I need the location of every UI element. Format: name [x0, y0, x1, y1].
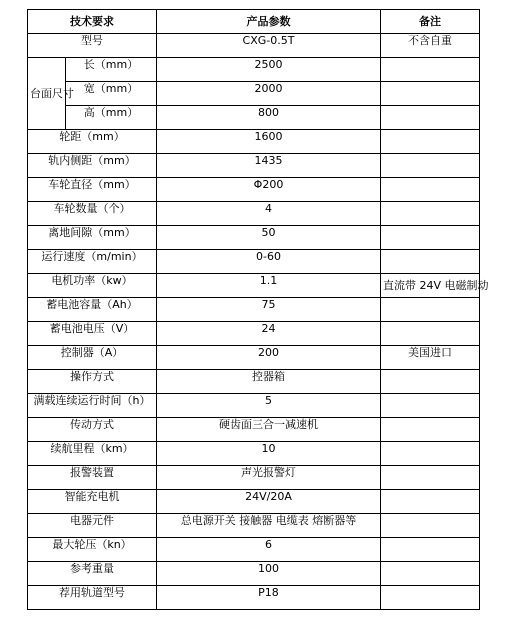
row-value: 2000 [157, 82, 381, 106]
row-value: Φ200 [157, 178, 381, 202]
table-row [28, 82, 480, 106]
row-label: 荐用轨道型号 [28, 586, 157, 610]
table-row [28, 106, 480, 130]
row-value: 75 [157, 298, 381, 322]
row-value: 10 [157, 442, 381, 466]
row-label: 满载连续运行时间（h） [28, 394, 157, 418]
row-value: 2500 [157, 58, 381, 82]
row-value: P18 [157, 586, 381, 610]
row-note [381, 178, 480, 202]
row-value: 24 [157, 322, 381, 346]
row-note [381, 226, 480, 250]
table-row [28, 418, 480, 442]
row-value: 1600 [157, 130, 381, 154]
row-label: 轨内侧距（mm） [28, 154, 157, 178]
row-note [381, 322, 480, 346]
row-label: 型号 [28, 34, 157, 58]
row-note [381, 442, 480, 466]
row-note [381, 394, 480, 418]
row-note [381, 562, 480, 586]
row-label: 蓄电池容量（Ah） [28, 298, 157, 322]
row-note [381, 514, 480, 538]
table-row [28, 130, 480, 154]
row-note [381, 466, 480, 490]
row-note: 不含自重 [381, 34, 480, 58]
table-row [28, 514, 480, 538]
row-note: 直流带 24V 电磁制动 [381, 274, 480, 298]
table-row [28, 538, 480, 562]
row-value: 总电源开关 接触器 电缆表 熔断器等 [157, 514, 381, 538]
row-label: 轮距（mm） [28, 130, 157, 154]
row-label: 蓄电池电压（V） [28, 322, 157, 346]
table-row [28, 562, 480, 586]
row-value: 24V/20A [157, 490, 381, 514]
table-row [28, 298, 480, 322]
table-row [28, 442, 480, 466]
row-label: 传动方式 [28, 418, 157, 442]
row-value: 50 [157, 226, 381, 250]
group-label-table-size [28, 58, 74, 130]
row-note [381, 130, 480, 154]
table-row [28, 250, 480, 274]
row-value: 6 [157, 538, 381, 562]
row-value: 800 [157, 106, 381, 130]
row-label: 长（mm） [66, 58, 157, 82]
row-label: 电机功率（kw） [28, 274, 157, 298]
table-row [28, 490, 480, 514]
row-note [381, 538, 480, 562]
spec-table [27, 9, 489, 610]
row-value: 200 [157, 346, 381, 370]
table-row [28, 322, 480, 346]
row-note [381, 202, 480, 226]
group-label-text: 台面尺寸 [30, 87, 74, 100]
row-note [381, 490, 480, 514]
row-value: 0-60 [157, 250, 381, 274]
row-note: 美国进口 [381, 346, 480, 370]
row-value: 100 [157, 562, 381, 586]
table-row [28, 226, 480, 250]
row-value: 1.1 [157, 274, 381, 298]
row-label: 最大轮压（kn） [28, 538, 157, 562]
table-row [28, 202, 480, 226]
row-value: 硬齿面三合一减速机 [157, 418, 381, 442]
row-note [381, 370, 480, 394]
table-row [28, 586, 480, 610]
table-row [28, 34, 480, 58]
row-label: 车轮直径（mm） [28, 178, 157, 202]
header-remarks: 备注 [381, 10, 480, 34]
table-row [28, 58, 480, 82]
row-label: 高（mm） [66, 106, 157, 130]
row-note [381, 250, 480, 274]
row-label: 电器元件 [28, 514, 157, 538]
row-label: 参考重量 [28, 562, 157, 586]
row-note [381, 82, 480, 106]
table-row [28, 466, 480, 490]
row-note [381, 154, 480, 178]
row-value: 5 [157, 394, 381, 418]
row-value: 声光报警灯 [157, 466, 381, 490]
row-note [381, 586, 480, 610]
header-tech-requirements: 技术要求 [28, 10, 157, 34]
row-note [381, 58, 480, 82]
header-row [28, 10, 480, 34]
row-label: 运行速度（m/min） [28, 250, 157, 274]
row-label: 报警装置 [28, 466, 157, 490]
table-row [28, 370, 480, 394]
table-row [28, 154, 480, 178]
row-label: 车轮数量（个） [28, 202, 157, 226]
row-value: 4 [157, 202, 381, 226]
row-note [381, 418, 480, 442]
row-label: 智能充电机 [28, 490, 157, 514]
table-row [28, 178, 480, 202]
row-label: 续航里程（km） [28, 442, 157, 466]
row-note [381, 298, 480, 322]
row-value: CXG-0.5T [157, 34, 381, 58]
row-value: 1435 [157, 154, 381, 178]
row-label: 控制器（A） [28, 346, 157, 370]
row-label: 宽（mm） [66, 82, 157, 106]
row-label: 离地间隙（mm） [28, 226, 157, 250]
row-value: 控器箱 [157, 370, 381, 394]
table-row [28, 346, 480, 370]
table-row [28, 394, 480, 418]
table-row [28, 274, 480, 298]
row-note [381, 106, 480, 130]
header-product-params: 产品参数 [157, 10, 381, 34]
row-label: 操作方式 [28, 370, 157, 394]
